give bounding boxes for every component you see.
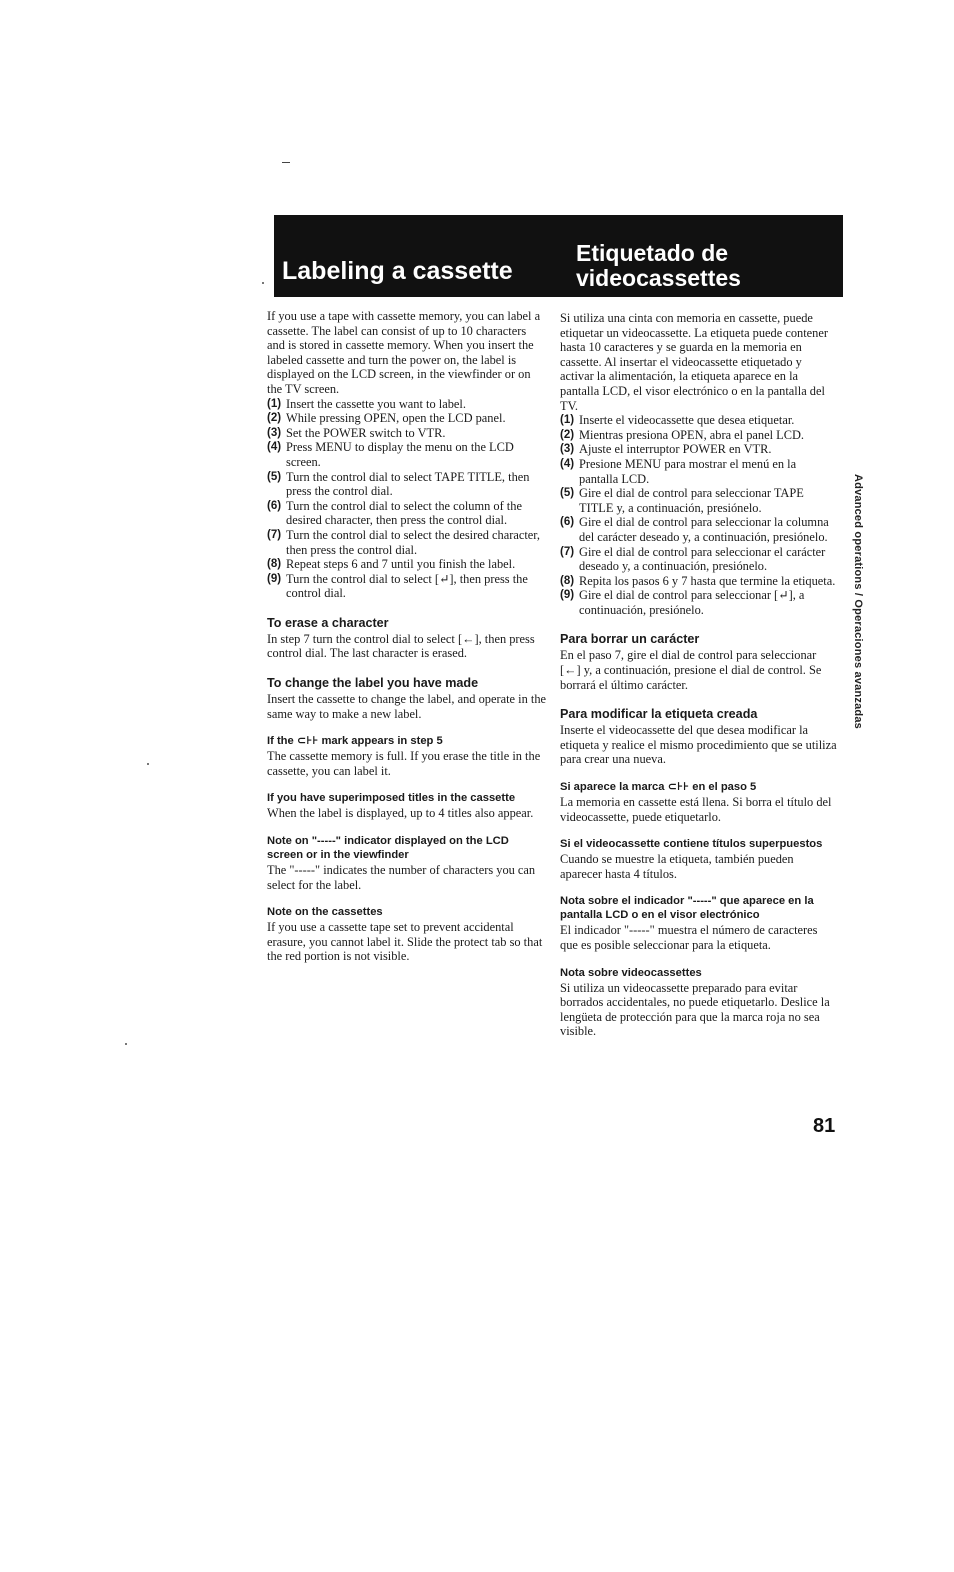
superimposed-heading: Si el videocassette contiene títulos superpuestos [560,838,823,851]
step-number: (8) [560,574,575,587]
indicator-text: El indicador "-----" muestra el número de caracteres que es posible seleccionar para la etiqueta. [560,923,818,952]
mark-text: The cassette memory is full. If you erase the title in the cassette, you can label it. [267,749,541,778]
step-item [267,470,547,499]
erase-text: En el paso 7, gire el dial de control para seleccionar [←] y, a continuación, presione el dial de control. Se borrará el último carácter. [560,648,822,692]
step-item [267,440,547,469]
step-number: (5) [560,487,575,500]
step-item [560,428,838,443]
step-number: (1) [560,414,575,427]
step-item [267,411,547,426]
step-text: Gire el dial de control para seleccionar [↵], a continuación, presiónelo. [579,588,805,617]
step-item [560,442,838,457]
step-text: Gire el dial de control para seleccionar la columna del carácter deseado y, a continuación, presiónelo. [579,515,829,544]
scan-speck [125,1043,127,1045]
english-column [267,309,547,964]
step-item [560,413,838,428]
step-number: (6) [560,516,575,529]
erase-text: In step 7 turn the control dial to select [←], then press control dial. The last character is erased. [267,631,535,661]
step-item [560,457,838,486]
step-text: Turn the control dial to select TAPE TITLE, then press the control dial. [286,469,530,499]
side-tab-label: Advanced operations / Operaciones avanzadas [852,474,864,729]
step-number: (4) [560,457,575,470]
step-text: Turn the control dial to select the desired character, then press the control dial. [286,527,540,557]
superimposed-text: When the label is displayed, up to 4 titles also appear. [267,806,534,821]
step-number: (8) [267,558,282,571]
step-text: Ajuste el interruptor POWER en VTR. [579,442,772,457]
step-item [560,486,838,515]
title-spanish-line1: Etiquetado de [576,240,729,266]
cassettes-heading: Nota sobre videocassettes [560,966,702,979]
indicator-heading: Nota sobre el indicador "-----" que aparece en la pantalla LCD o en el visor electrónico [560,895,814,922]
scan-speck [147,763,149,765]
step-number: (7) [560,545,575,558]
page-title-spanish [576,241,741,291]
step-number: (4) [267,441,282,454]
change-text: Inserte el videocassette del que desea modificar la etiqueta y realice el mismo procedimiento que se utiliza para crear una nueva. [560,723,837,767]
change-heading: Para modificar la etiqueta creada [560,707,758,722]
mark-text: La memoria en cassette está llena. Si borra el título del videocassette, puede etiquetarlo. [560,795,832,824]
step-text: Presione MENU para mostrar el menú en la pantalla LCD. [579,456,797,486]
page-number: 81 [813,1115,836,1137]
steps-list [267,397,547,601]
cassettes-heading: Note on the cassettes [267,906,383,919]
indicator-heading: Note on "-----" indicator displayed on the LCD screen or in the viewfinder [267,835,509,862]
superimposed-heading: If you have superimposed titles in the cassette [267,792,516,805]
intro-paragraph: If you use a tape with cassette memory, you can label a cassette. The label can consist of up to 10 characters and is stored in cassette memory. When you insert the labeled cassette and turn the power on, the label is displayed on the LCD screen, in the viewfinder or on the TV screen. [267,309,541,396]
superimposed-text: Cuando se muestre la etiqueta, también pueden aparecer hasta 4 títulos. [560,852,794,881]
step-number: (3) [267,426,282,439]
step-item [267,426,547,441]
steps-list [560,413,838,617]
mark-heading: Si aparece la marca ⊂⊦⊦ en el paso 5 [560,781,757,794]
section-side-tab [846,474,864,729]
step-text: Turn the control dial to select the column of the desired character, then press the control dial. [286,498,522,528]
step-text: Press MENU to display the menu on the LCD screen. [286,440,514,469]
step-item [267,572,547,601]
step-number: (6) [267,499,282,512]
step-number: (1) [267,397,282,410]
step-text: Gire el dial de control para seleccionar el carácter deseado y, a continuación, presiónelo. [579,544,826,574]
step-item [267,499,547,528]
erase-heading: To erase a character [267,615,389,630]
step-item [560,588,838,617]
step-item [267,397,547,412]
step-number: (2) [560,428,575,441]
step-text: While pressing OPEN, open the LCD panel. [286,411,506,426]
indicator-text: The "-----" indicates the number of characters you can select for the label. [267,863,536,892]
step-text: Repita los pasos 6 y 7 hasta que termine la etiqueta. [579,573,836,588]
step-text: Mientras presiona OPEN, abra el panel LCD. [579,427,805,442]
step-number: (5) [267,470,282,483]
cassettes-text: Si utiliza un videocassette preparado para evitar borrados accidentales, no puede etiquetarlo. Deslice la lengüeta de protección para que la marca roja no sea visible. [560,980,830,1039]
mark-heading: If the ⊂⊦⊦ mark appears in step 5 [267,735,443,748]
step-item [560,574,838,589]
margin-dash [282,162,290,163]
step-text: Repeat steps 6 and 7 until you finish the label. [286,557,516,572]
title-spanish-line2: videocassettes [576,265,741,291]
step-text: Set the POWER switch to VTR. [286,425,446,440]
step-text: Turn the control dial to select [↵], then press the control dial. [286,571,528,601]
step-item [560,515,838,544]
step-item [267,528,547,557]
step-number: (9) [560,589,575,602]
page-title-english: Labeling a cassette [282,257,513,285]
step-text: Insert the cassette you want to label. [286,396,466,411]
step-text: Gire el dial de control para seleccionar TAPE TITLE y, a continuación, presiónelo. [579,486,804,515]
change-text: Insert the cassette to change the label, and operate in the same way to make a new label. [267,692,547,721]
change-heading: To change the label you have made [267,676,479,691]
cassettes-text: If you use a cassette tape set to prevent accidental erasure, you cannot label it. Slide the protect tab so that the red portion is not visible. [267,920,543,964]
intro-paragraph: Si utiliza una cinta con memoria en cassette, puede etiquetar un videocassette. La etiqueta puede contener hasta 10 caracteres y se guarda en la memoria en cassette. Al insertar el videocassette etiquetado y activar la alimentación, la etiqueta aparece en la pantalla LCD, el visor electrónico o en la pantalla del TV. [560,311,828,413]
step-number: (7) [267,528,282,541]
spanish-column [560,311,838,1039]
erase-heading: Para borrar un carácter [560,632,700,647]
scan-speck [262,282,264,284]
step-number: (3) [560,443,575,456]
step-number: (2) [267,412,282,425]
step-text: Inserte el videocassette que desea etiquetar. [579,413,795,428]
step-number: (9) [267,572,282,585]
step-item [560,545,838,574]
step-item [267,557,547,572]
